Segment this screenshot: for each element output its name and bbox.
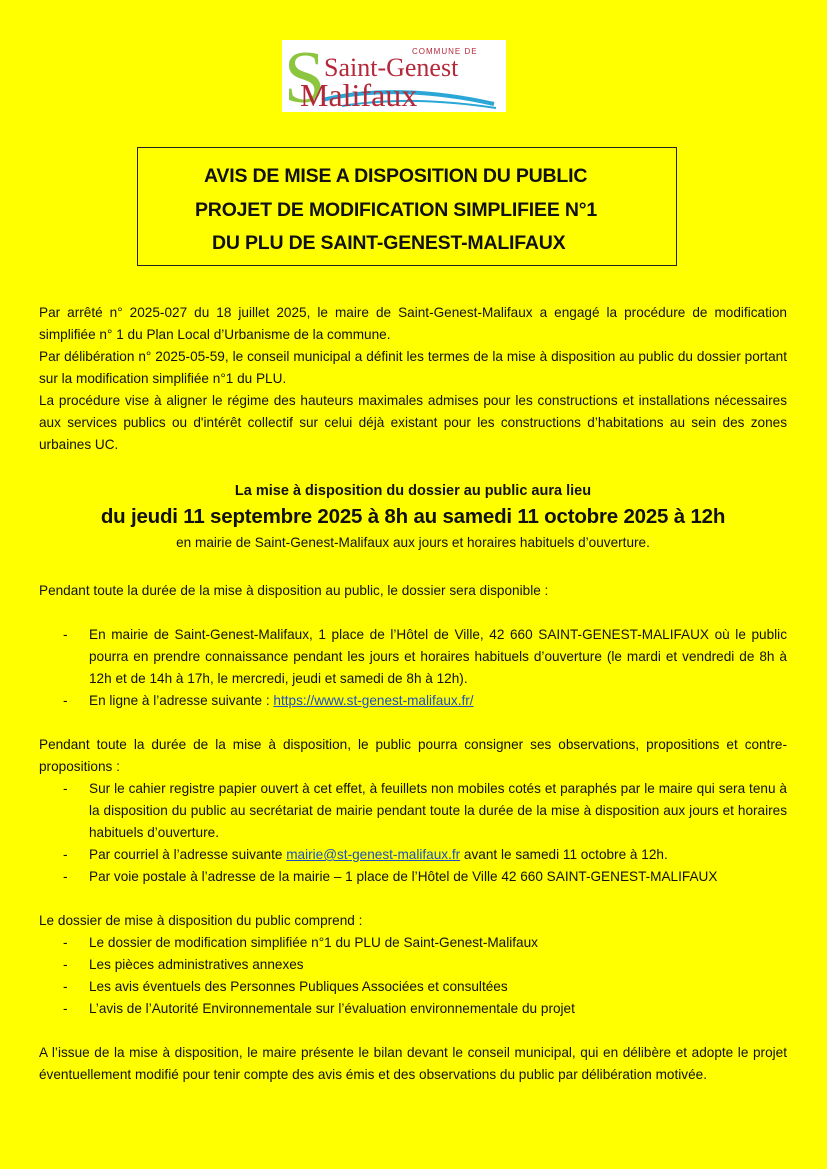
list-item: - Les avis éventuels des Personnes Publiques Associées et consultées <box>63 979 508 994</box>
title-line-1: AVIS DE MISE A DISPOSITION DU PUBLIC <box>204 165 588 187</box>
contents-section <box>39 910 787 1020</box>
availability-item-online: En ligne à l’adresse suivante : <box>89 693 274 708</box>
contents-list <box>39 932 787 1020</box>
list-item: - Par courriel à l’adresse suivante mairie@st-genest-malifaux.fr avant le samedi 11 octobre à 12h. <box>63 847 668 862</box>
title-box <box>137 147 677 266</box>
observations-item-email-prefix: Par courriel à l’adresse suivante <box>89 847 287 862</box>
observations-item-post: Par voie postale à l’adresse de la mairie – 1 place de l’Hôtel de Ville 42 660 SAINT-GENEST-MALIFAUX <box>89 869 718 884</box>
email-link[interactable]: mairie@st-genest-malifaux.fr <box>286 847 461 862</box>
contents-item: Les pièces administratives annexes <box>89 957 304 972</box>
announcement-lead: La mise à disposition du dossier au public aura lieu <box>234 483 592 499</box>
contents-item: L’avis de l’Autorité Environnementale sur l’évaluation environnementale du projet <box>89 1001 575 1016</box>
commune-logo <box>282 40 506 112</box>
availability-list <box>39 624 787 712</box>
announcement-dates: du jeudi 11 septembre 2025 à 8h au samedi 11 octobre 2025 à 12h <box>100 505 726 528</box>
intro-section <box>39 302 787 456</box>
intro-paragraph-2: Par délibération n° 2025-05-59, le conseil municipal a définit les termes de la mise à disposition au public du dossier portant sur la modification simplifiée n°1 du PLU. <box>39 349 787 386</box>
website-link[interactable]: https://www.st-genest-malifaux.fr/ <box>273 693 474 708</box>
title-line-3: DU PLU DE SAINT-GENEST-MALIFAUX <box>212 232 566 254</box>
contents-intro: Le dossier de mise à disposition du public comprend : <box>39 913 363 928</box>
logo-graphic <box>282 40 506 112</box>
list-item: - Par voie postale à l’adresse de la mairie – 1 place de l’Hôtel de Ville 42 660 SAINT-GENEST-MALIFAUX <box>63 869 718 884</box>
announcement-section <box>39 480 787 554</box>
logo-line1: Saint-Genest <box>324 53 459 82</box>
list-item: - Les pièces administratives annexes <box>63 957 304 972</box>
title-line-2: PROJET DE MODIFICATION SIMPLIFIEE N°1 <box>195 199 597 221</box>
availability-intro: Pendant toute la durée de la mise à disposition au public, le dossier sera disponible : <box>39 583 549 598</box>
observations-item-register: Sur le cahier registre papier ouvert à cet effet, à feuillets non mobiles cotés et paraphés par le maire qui sera tenu à la disposition du public au secrétariat de mairie pendant toute la durée de la mise à disposition aux jours et horaires habituels d’ouverture. <box>89 781 787 840</box>
availability-item-mairie: En mairie de Saint-Genest-Malifaux, 1 place de l’Hôtel de Ville, 42 660 SAINT-GENEST-MALIFAUX où le public pourra en prendre connaissance pendant les jours et horaires habituels d’ouverture (le mardi et vendredi de 8h à 12h et de 14h à 17h, le mercredi, jeudi et samedi de 8h à 12h). <box>89 627 787 686</box>
list-item: - En ligne à l’adresse suivante : https://www.st-genest-malifaux.fr/ <box>63 693 474 708</box>
announcement-location: en mairie de Saint-Genest-Malifaux aux jours et horaires habituels d’ouverture. <box>176 535 650 550</box>
observations-section <box>39 734 787 888</box>
contents-item: Les avis éventuels des Personnes Publiques Associées et consultées <box>89 979 508 994</box>
observations-item-email-suffix: avant le samedi 11 octobre à 12h. <box>460 847 668 862</box>
logo-line2: Malifaux <box>300 77 418 112</box>
list-item: - L’avis de l’Autorité Environnementale sur l’évaluation environnementale du projet <box>63 1001 575 1016</box>
list-item: - En mairie de Saint-Genest-Malifaux, 1 place de l’Hôtel de Ville, 42 660 SAINT-GENEST-MALIFAUX où le public pourra en prendre connaissance pendant les jours et horaires habituels d’ouverture (le mardi et vendredi de 8h à 12h et de 14h à 17h, le mercredi, jeudi et samedi de 8h à 12h). <box>63 627 787 686</box>
contents-item: Le dossier de modification simplifiée n°1 du PLU de Saint-Genest-Malifaux <box>89 935 538 950</box>
availability-section <box>39 580 787 712</box>
list-item: - Sur le cahier registre papier ouvert à cet effet, à feuillets non mobiles cotés et paraphés par le maire qui sera tenu à la disposition du public au secrétariat de mairie pendant toute la durée de la mise à disposition aux jours et horaires habituels d’ouverture. <box>63 781 787 840</box>
logo-commune-de: COMMUNE DE <box>412 47 478 56</box>
observations-list <box>39 778 787 888</box>
logo-big-s: S <box>284 40 326 112</box>
observations-intro: Pendant toute la durée de la mise à disposition, le public pourra consigner ses observations, propositions et contre-propositions : <box>39 737 787 774</box>
list-item: - Le dossier de modification simplifiée n°1 du PLU de Saint-Genest-Malifaux <box>63 935 538 950</box>
conclusion-section <box>39 1042 787 1086</box>
intro-paragraph-3: La procédure vise à aligner le régime des hauteurs maximales admises pour les constructions et installations nécessaires aux services publics ou d'intérêt collectif sur celui déjà existant pour les constructions d’habitations au sein des zones urbaines UC. <box>39 393 787 452</box>
intro-paragraph-1: Par arrêté n° 2025-027 du 18 juillet 2025, le maire de Saint-Genest-Malifaux a engagé la procédure de modification simplifiée n° 1 du Plan Local d’Urbanisme de la commune. <box>39 305 787 342</box>
conclusion-paragraph: A l’issue de la mise à disposition, le maire présente le bilan devant le conseil municipal, qui en délibère et adopte le projet éventuellement modifié pour tenir compte des avis émis et des observations du public par délibération motivée. <box>39 1045 787 1082</box>
